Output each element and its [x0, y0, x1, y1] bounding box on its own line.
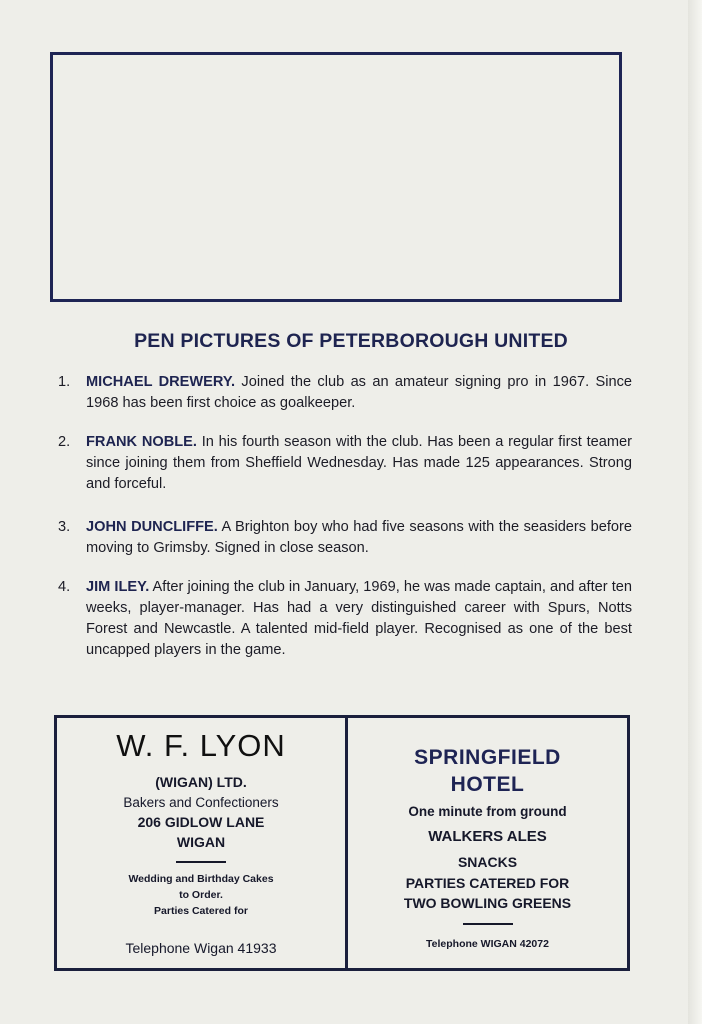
lyon-subtitle: (WIGAN) LTD. — [155, 774, 247, 790]
player-name: FRANK NOBLE. — [86, 434, 197, 450]
lyon-divider-rule — [176, 861, 226, 863]
player-name: JIM ILEY. — [86, 579, 150, 595]
advert-hotel — [348, 718, 627, 968]
hotel-phone: Telephone WIGAN 42072 — [426, 938, 549, 950]
advert-lyon — [57, 718, 345, 968]
player-entry-2 — [58, 432, 632, 495]
lyon-title: W. F. LYON — [116, 728, 286, 763]
hotel-line-4: PARTIES CATERED FOR — [405, 875, 570, 891]
player-bio: After joining the club in January, 1969, he was made captain, and after ten weeks, player-manager. Has had a very distinguished career with Spurs, Notts Forest and Newcastle. A talented mid-field player. Recognised as one of the best uncapped players in the game. — [86, 579, 632, 658]
hotel-line-2: WALKERS ALES — [428, 828, 547, 845]
hotel-title-2: HOTEL — [450, 773, 525, 796]
lyon-address-2: WIGAN — [176, 834, 226, 850]
hotel-title-1: SPRINGFIELD — [414, 746, 561, 769]
player-entry-4 — [58, 577, 632, 661]
player-bio: In his fourth season with the club. Has been a regular first teamer since joining them from Sheffield Wednesday. Has made 125 appearances. Strong and forceful. — [86, 434, 632, 492]
player-entry-1 — [58, 372, 632, 414]
empty-frame-box — [50, 52, 622, 302]
lyon-note-1: Wedding and Birthday Cakes — [128, 873, 274, 885]
hotel-divider-rule — [463, 923, 513, 925]
hotel-line-1: One minute from ground — [408, 804, 567, 819]
player-bio: A Brighton boy who had five seasons with the seasiders before moving to Grimsby. Signed in close season. — [86, 519, 633, 556]
player-list — [58, 372, 632, 661]
player-bio: Joined the club as an amateur signing pro in 1967. Since 1968 has been first choice as goalkeeper. — [86, 374, 632, 411]
lyon-trade: Bakers and Confectioners — [123, 795, 279, 810]
player-number: 2. — [58, 434, 71, 450]
lyon-phone: Telephone Wigan 41933 — [125, 940, 277, 956]
player-number: 4. — [58, 579, 71, 595]
player-number: 3. — [58, 519, 71, 535]
lyon-note-2: to Order. — [179, 889, 223, 901]
player-entry-3 — [58, 517, 632, 559]
player-number: 1. — [58, 374, 71, 390]
page-heading: PEN PICTURES OF PETERBOROUGH UNITED — [134, 330, 568, 352]
player-name: MICHAEL DREWERY. — [86, 374, 236, 390]
lyon-address-1: 206 GIDLOW LANE — [137, 814, 265, 830]
advert-box — [54, 715, 630, 971]
hotel-line-5: TWO BOWLING GREENS — [403, 895, 572, 911]
hotel-line-3: SNACKS — [457, 854, 518, 870]
lyon-note-3: Parties Catered for — [154, 905, 248, 917]
page-edge — [688, 0, 702, 1024]
player-name: JOHN DUNCLIFFE. — [86, 519, 218, 535]
